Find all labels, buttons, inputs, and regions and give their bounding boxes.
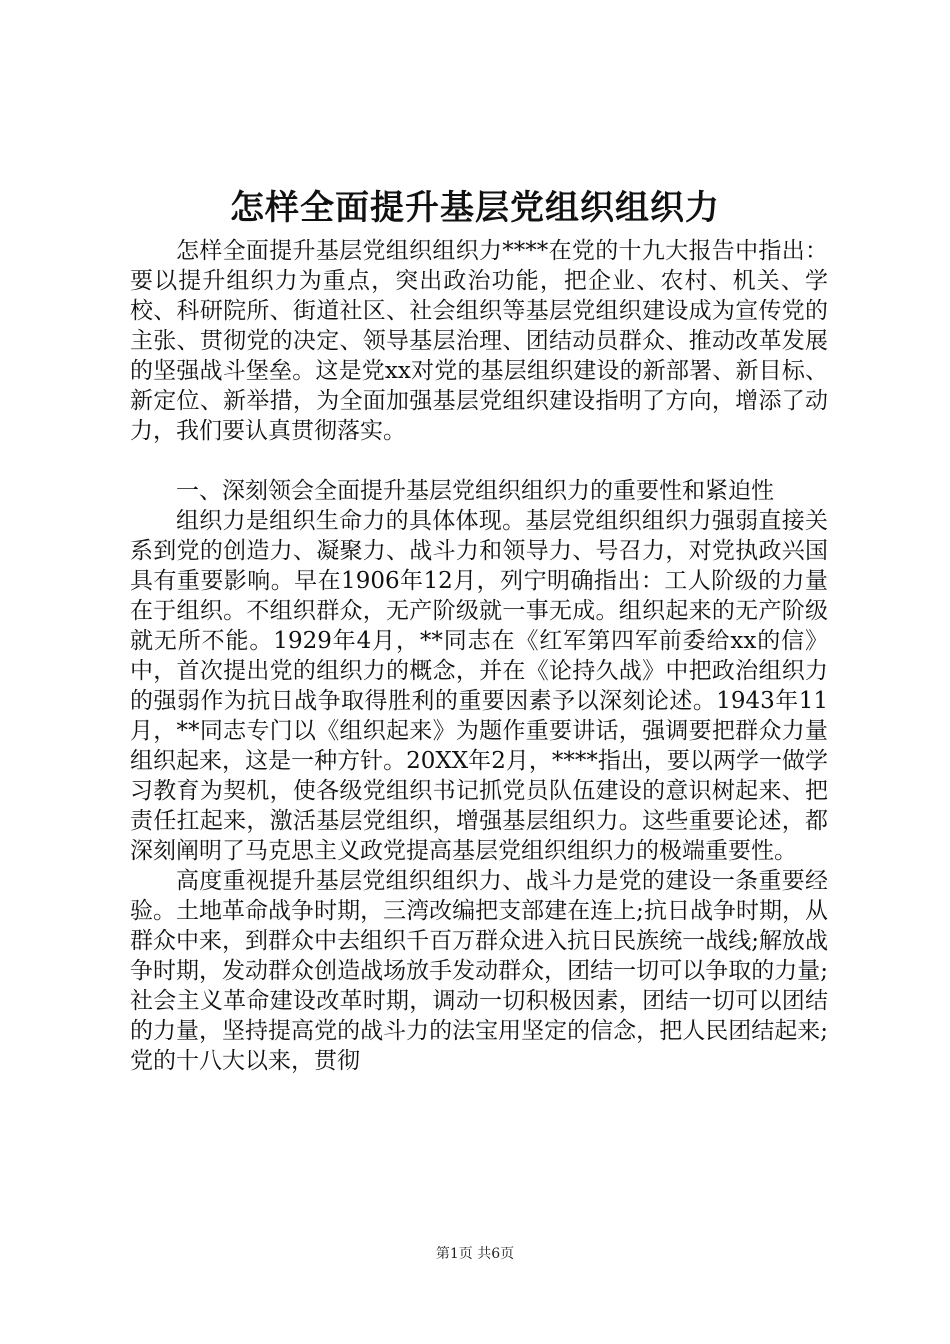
page-footer: 第1页 共6页	[435, 1246, 515, 1262]
document-body	[130, 236, 828, 1076]
paragraph-historical-experience: 高度重视提升基层党组织组织力、战斗力是党的建设一条重要经验。土地革命战争时期，三湾改编把支部建在连上;抗日战争时期，从群众中来，到群众中去组织千百万群众进入抗日民族统一战线;解放战争时期，发动群众创造战场放手发动群众，团结一切可以争取的力量;社会主义革命建设改革时期，调动一切积极因素，团结一切可以团结的力量，坚持提高党的战斗力的法宝用坚定的信念，把人民团结起来;党的十八大以来，贯彻	[130, 868, 828, 1074]
document-title: 怎样全面提升基层党组织组织力	[230, 188, 720, 228]
section-heading: 一、深刻领会全面提升基层党组织组织力的重要性和紧迫性	[176, 478, 774, 504]
paragraph-organization-power: 组织力是组织生命力的具体体现。基层党组织组织力强弱直接关系到党的创造力、凝聚力、战斗力和领导力、号召力，对党执政兴国具有重要影响。早在1906年12月，列宁明确指出：工人阶级的力量在于组织。不组织群众，无产阶级就一事无成。组织起来的无产阶级就无所不能。1929年4月，**同志在《红军第四军前委给xx的信》中，首次提出党的组织力的概念，并在《论持久战》中把政治组织力的强弱作为抗日战争取得胜利的重要因素予以深刻论述。1943年11月，**同志专门以《组织起来》为题作重要讲话，强调要把群众力量组织起来，这是一种方针。20XX年2月，****指出，要以两学一做学习教育为契机，使各级党组织书记抓党员队伍建设的意识树起来、把责任扛起来，激活基层党组织，增强基层组织力。这些重要论述，都深刻阐明了马克思主义政党提高基层党组织组织力的极端重要性。	[130, 508, 828, 864]
paragraph-spacer	[130, 446, 828, 476]
paragraph-intro: 怎样全面提升基层党组织组织力****在党的十九大报告中指出：要以提升组织力为重点，突出政治功能，把企业、农村、机关、学校、科研院所、街道社区、社会组织等基层党组织建设成为宣传党的主张、贯彻党的决定、领导基层治理、团结动员群众、推动改革发展的坚强战斗堡垒。这是党xx对党的基层组织建设的新部署、新目标、新定位、新举措，为全面加强基层党组织建设指明了方向，增添了动力，我们要认真贯彻落实。	[130, 238, 828, 444]
